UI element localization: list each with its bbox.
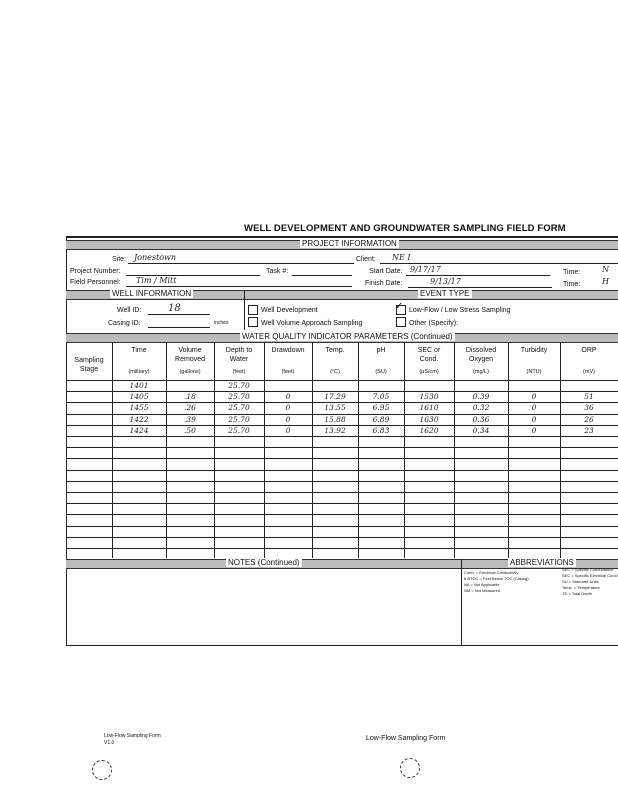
table-cell[interactable]: 6.83 (372, 425, 390, 435)
well-volume-label: Well Volume Approach Sampling (261, 320, 363, 327)
frame-top (66, 236, 618, 238)
column-header: ORP (581, 347, 597, 354)
table-cell[interactable]: 1455 (129, 403, 149, 413)
punch-hole-right (400, 758, 420, 778)
well-id-underline (148, 314, 210, 315)
table-cell[interactable]: 25.70 (228, 414, 250, 424)
column-unit: (feet) (232, 369, 246, 375)
table-row-divider (66, 514, 618, 515)
table-cell[interactable]: 0 (531, 403, 537, 413)
well-info-label: WELL INFORMATION (112, 289, 192, 298)
column-unit: (military) (128, 369, 150, 375)
time-value-1[interactable]: N (602, 265, 609, 274)
table-cell[interactable]: 13.55 (324, 403, 346, 413)
column-header: Volume Removed (175, 347, 205, 363)
client-label: Client: (356, 256, 376, 263)
casing-unit: inches (214, 320, 229, 326)
table-cell[interactable]: 17.29 (324, 392, 346, 402)
column-header: Temp. (325, 347, 345, 354)
field-personnel-value[interactable]: Tim / Mitt (136, 276, 177, 285)
table-cell[interactable]: 0 (285, 425, 291, 435)
table-cell[interactable]: .18 (184, 392, 196, 402)
table-cell[interactable]: 0 (531, 392, 537, 402)
table-cell[interactable]: 1630 (419, 414, 439, 424)
table-row-divider (66, 470, 618, 471)
abbrev-right-3: SU = Standard Units (562, 579, 599, 584)
task-underline (292, 275, 352, 276)
checkmark-icon: ✓ (395, 301, 404, 312)
table-cell[interactable]: 0 (531, 414, 537, 424)
table-cell[interactable]: 25.70 (228, 425, 250, 435)
table-row-divider (66, 458, 618, 459)
casing-id-label: Casing ID: (108, 320, 141, 327)
task-label: Task #: (266, 268, 289, 275)
table-cell[interactable]: 36 (584, 403, 594, 413)
notes-abbrev-divider (461, 559, 462, 645)
field-personnel-underline (126, 286, 352, 287)
casing-id-underline (148, 327, 210, 328)
table-cell[interactable]: .39 (184, 414, 196, 424)
table-cell[interactable]: 51 (584, 392, 594, 402)
table-cell[interactable]: 25.70 (228, 403, 250, 413)
column-header: Dissolved Oxygen (465, 347, 497, 363)
table-row-divider (66, 537, 618, 538)
well-id-value[interactable]: 18 (168, 303, 181, 314)
table-cell[interactable]: 0.39 (472, 392, 490, 402)
abbrev-right-4: Temp. = Temperature (562, 585, 600, 590)
table-cell[interactable]: 23 (584, 425, 594, 435)
table-cell[interactable]: 15.88 (324, 414, 346, 424)
table-cell[interactable]: 13.92 (324, 425, 346, 435)
column-header: Drawdown (271, 347, 305, 354)
abbrev-right-1: SEC = Specific Conductance (562, 567, 614, 572)
table-row-divider (66, 526, 618, 527)
table-row-divider (66, 548, 618, 549)
table-cell[interactable]: 1405 (129, 392, 149, 402)
column-unit: (NTU) (526, 369, 542, 375)
time-label-2: Time: (563, 281, 581, 288)
column-unit: (SU) (375, 369, 387, 375)
table-cell[interactable]: 7.05 (372, 392, 390, 402)
notes-label: NOTES (Continued) (228, 558, 300, 567)
other-checkbox[interactable] (396, 317, 406, 327)
client-value[interactable]: NE I (392, 253, 411, 262)
table-cell[interactable]: 0.36 (472, 414, 490, 424)
table-cell[interactable]: 26 (584, 414, 594, 424)
table-cell[interactable]: 6.89 (372, 414, 390, 424)
abbreviations-label: ABBREVIATIONS (510, 558, 574, 567)
project-info-label: PROJECT INFORMATION (302, 239, 397, 248)
table-cell[interactable]: 0 (285, 414, 291, 424)
finish-date-underline (408, 287, 552, 288)
low-flow-label: Low-Flow / Low Stress Sampling (409, 307, 511, 314)
finish-date-value[interactable]: 9/13/17 (430, 277, 461, 286)
client-underline (380, 263, 618, 264)
water-quality-table (66, 342, 618, 558)
table-cell[interactable]: 25.70 (228, 392, 250, 402)
site-value[interactable]: Jonestown (134, 253, 177, 262)
abbrev-right-2: SEC = Specific Electrical Cond. (562, 573, 618, 578)
table-cell[interactable]: 1530 (419, 392, 439, 402)
table-cell[interactable]: 0 (285, 403, 291, 413)
column-unit: (gallons) (179, 369, 201, 375)
footer-left-1: Low-Flow Sampling Form (104, 733, 161, 739)
column-header: Turbidity (520, 347, 548, 354)
notes-area[interactable] (70, 572, 456, 642)
column-header: SEC or Cond. (417, 347, 441, 363)
table-cell[interactable]: 1401 (129, 381, 149, 390)
table-cell[interactable]: 1422 (129, 414, 149, 424)
other-label: Other (Specify): (409, 320, 459, 327)
column-unit: (µS/cm) (419, 369, 439, 375)
abbrev-left-3: NA = Not Applicable (464, 582, 500, 587)
form-title: WELL DEVELOPMENT AND GROUNDWATER SAMPLING FIELD FORM (244, 223, 566, 234)
punch-hole-left (92, 760, 112, 780)
site-underline (128, 263, 354, 264)
table-cell[interactable]: 25.70 (228, 381, 250, 390)
water-quality-label: WATER QUALITY INDICATOR PARAMETERS (Continued) (242, 332, 453, 341)
column-unit: (mg/L) (473, 369, 489, 375)
table-row-divider (66, 436, 618, 437)
site-label: Site: (112, 256, 127, 263)
table-cell[interactable]: 0.32 (472, 403, 490, 413)
table-row-divider (66, 481, 618, 482)
footer-left-2: V1.0 (104, 740, 115, 746)
table-cell[interactable]: 1424 (129, 425, 149, 435)
well-id-label: Well ID: (117, 307, 142, 314)
finish-date-label: Finish Date: (365, 280, 403, 287)
well-development-checkbox[interactable] (248, 305, 258, 315)
well-event-divider (244, 290, 245, 330)
start-date-value[interactable]: 9/17/17 (410, 265, 441, 274)
column-header: Time (131, 347, 147, 354)
well-development-label: Well Development (261, 307, 318, 314)
table-cell[interactable]: 1610 (419, 403, 439, 413)
table-cell[interactable]: .50 (184, 425, 196, 435)
start-date-underline (406, 275, 550, 276)
table-cell[interactable]: 0 (531, 425, 537, 435)
time-label-1: Time: (563, 269, 581, 276)
well-volume-checkbox[interactable] (248, 317, 258, 327)
field-personnel-label: Field Personnel: (70, 279, 121, 286)
column-unit: (mV) (583, 369, 595, 375)
column-header: Sampling Stage (74, 357, 104, 373)
event-type-label: EVENT TYPE (420, 289, 470, 298)
table-cell[interactable]: .26 (184, 403, 196, 413)
project-number-label: Project Number: (70, 268, 121, 275)
table-cell[interactable]: 6.95 (372, 403, 390, 413)
table-cell[interactable]: 0 (285, 392, 291, 402)
time-value-2[interactable]: H (602, 277, 609, 286)
table-row-divider (66, 447, 618, 448)
table-cell[interactable]: 0.34 (472, 425, 490, 435)
frame-bottom (66, 645, 618, 646)
table-row-divider (66, 503, 618, 504)
start-date-label: Start Date: (369, 268, 403, 275)
column-header: pH (376, 347, 386, 354)
abbrev-left-4: NM = Not Measured (464, 588, 500, 593)
table-row-divider (66, 492, 618, 493)
abbrev-right-5: TD = Total Depth (562, 591, 593, 596)
table-cell[interactable]: 1620 (419, 425, 439, 435)
abbrev-left-1: Cond. = Electrical Conductivity (464, 570, 519, 575)
footer-center: Low-Flow Sampling Form (366, 735, 446, 742)
column-unit: (feet) (281, 369, 295, 375)
column-unit: (°C) (330, 369, 340, 375)
column-header: Depth to Water (225, 347, 253, 363)
abbrev-left-2: ft BTOC = Feet Below TOC (Casing) (464, 576, 529, 581)
